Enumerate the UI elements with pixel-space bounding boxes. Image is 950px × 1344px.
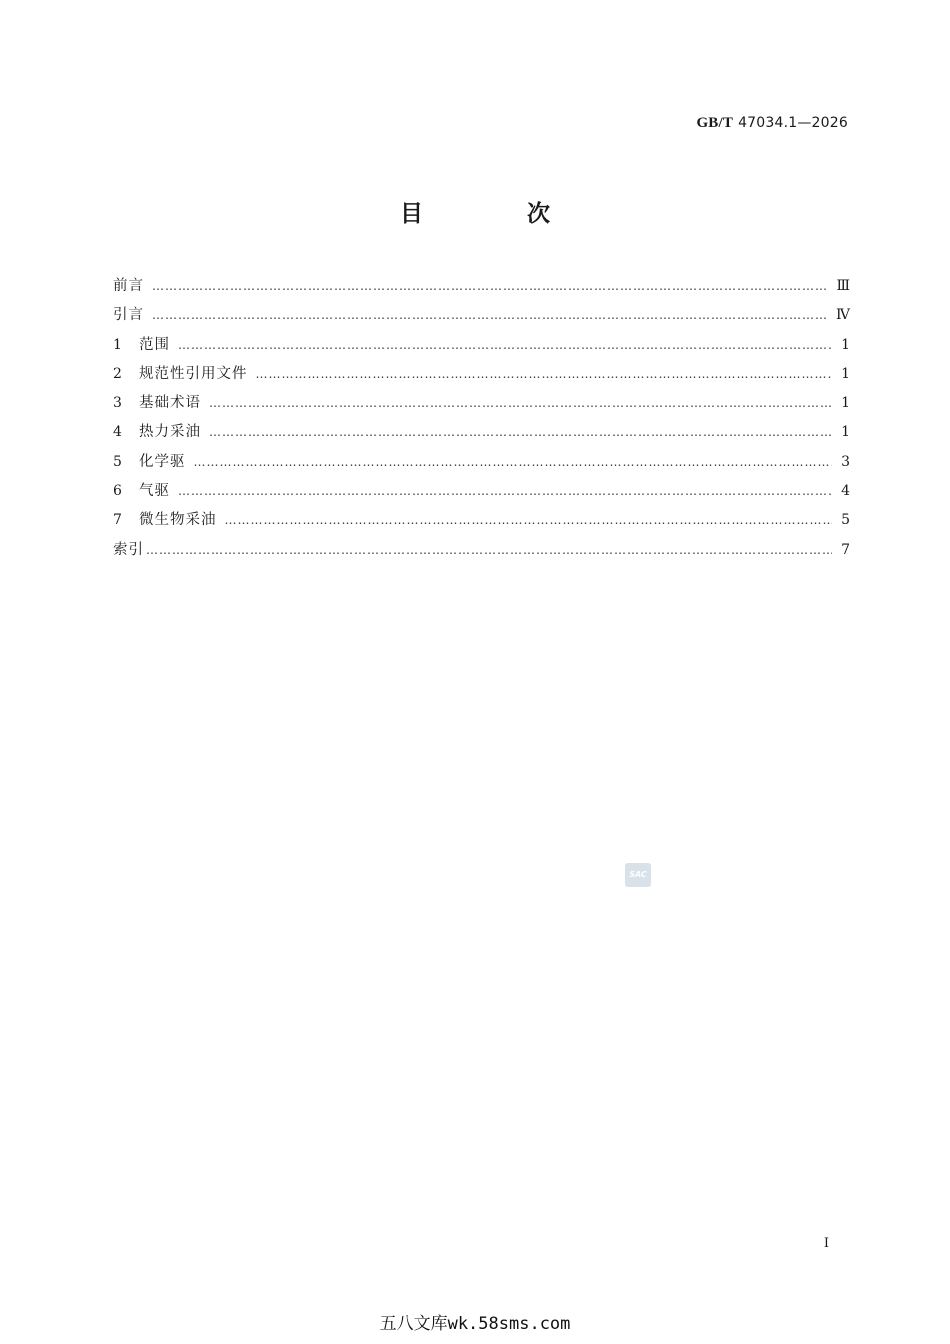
toc-leader-dots (178, 331, 832, 360)
toc-label: 微生物采油 (139, 512, 217, 529)
toc-label: 气驱 (139, 483, 170, 500)
toc-entry-gas-flooding[interactable] (113, 477, 850, 506)
toc-leader-dots (225, 506, 833, 535)
toc-entry-chemical-flooding[interactable] (113, 448, 850, 477)
toc-entry-normative-references[interactable] (113, 360, 850, 389)
toc-entry-thermal-recovery[interactable] (113, 418, 850, 447)
toc-section-number: 5 (113, 453, 122, 470)
toc-label: 范围 (139, 336, 170, 353)
toc-page-number: 3 (841, 453, 850, 470)
toc-leader-dots (209, 389, 832, 418)
toc-section-number: 4 (113, 424, 122, 441)
standard-number: 47034.1—2026 (738, 115, 848, 131)
table-of-contents (113, 272, 850, 565)
toc-leader-dots (256, 360, 833, 389)
toc-label: 化学驱 (139, 453, 186, 470)
toc-leader-dots (152, 301, 828, 330)
toc-entry-foreword[interactable] (113, 272, 850, 301)
sac-watermark-logo: SAC (625, 863, 651, 887)
toc-leader-dots (152, 272, 828, 301)
toc-entry-index[interactable] (113, 536, 850, 565)
toc-label: 引言 (113, 307, 144, 324)
toc-entry-introduction[interactable] (113, 301, 850, 330)
toc-label: 前言 (113, 278, 144, 294)
toc-section-number: 7 (113, 512, 122, 529)
toc-page-number: 1 (841, 424, 850, 441)
page-title: 目 次 (399, 201, 598, 227)
toc-page-number: 1 (841, 395, 850, 412)
site-footer-text: 五八文库wk.58sms.com (379, 1314, 571, 1334)
toc-page-number: 1 (841, 365, 850, 382)
toc-label: 规范性引用文件 (139, 365, 248, 382)
toc-label: 索引 (113, 541, 144, 558)
toc-leader-dots (194, 448, 833, 477)
toc-page-number: Ⅲ (836, 278, 850, 294)
toc-leader-dots (209, 418, 832, 447)
toc-label: 热力采油 (139, 424, 201, 441)
toc-entry-scope[interactable] (113, 331, 850, 360)
standard-prefix: GB/T (696, 115, 734, 131)
standard-code (696, 113, 848, 132)
toc-section-number: 3 (113, 395, 122, 412)
toc-leader-dots (178, 477, 832, 506)
toc-page-number: Ⅳ (836, 307, 850, 324)
toc-section-number: 6 (113, 483, 122, 500)
toc-page-number: 5 (841, 512, 850, 529)
toc-entry-basic-terms[interactable] (113, 389, 850, 418)
toc-label: 基础术语 (139, 395, 201, 412)
toc-section-number: 1 (113, 336, 122, 353)
toc-page-number: 4 (841, 483, 850, 500)
toc-page-number: 7 (841, 541, 850, 558)
toc-entry-microbial-recovery[interactable] (113, 506, 850, 535)
page-folio: I (823, 1236, 829, 1251)
toc-page-number: 1 (841, 336, 850, 353)
toc-leader-dots (146, 536, 832, 565)
toc-section-number: 2 (113, 365, 122, 382)
